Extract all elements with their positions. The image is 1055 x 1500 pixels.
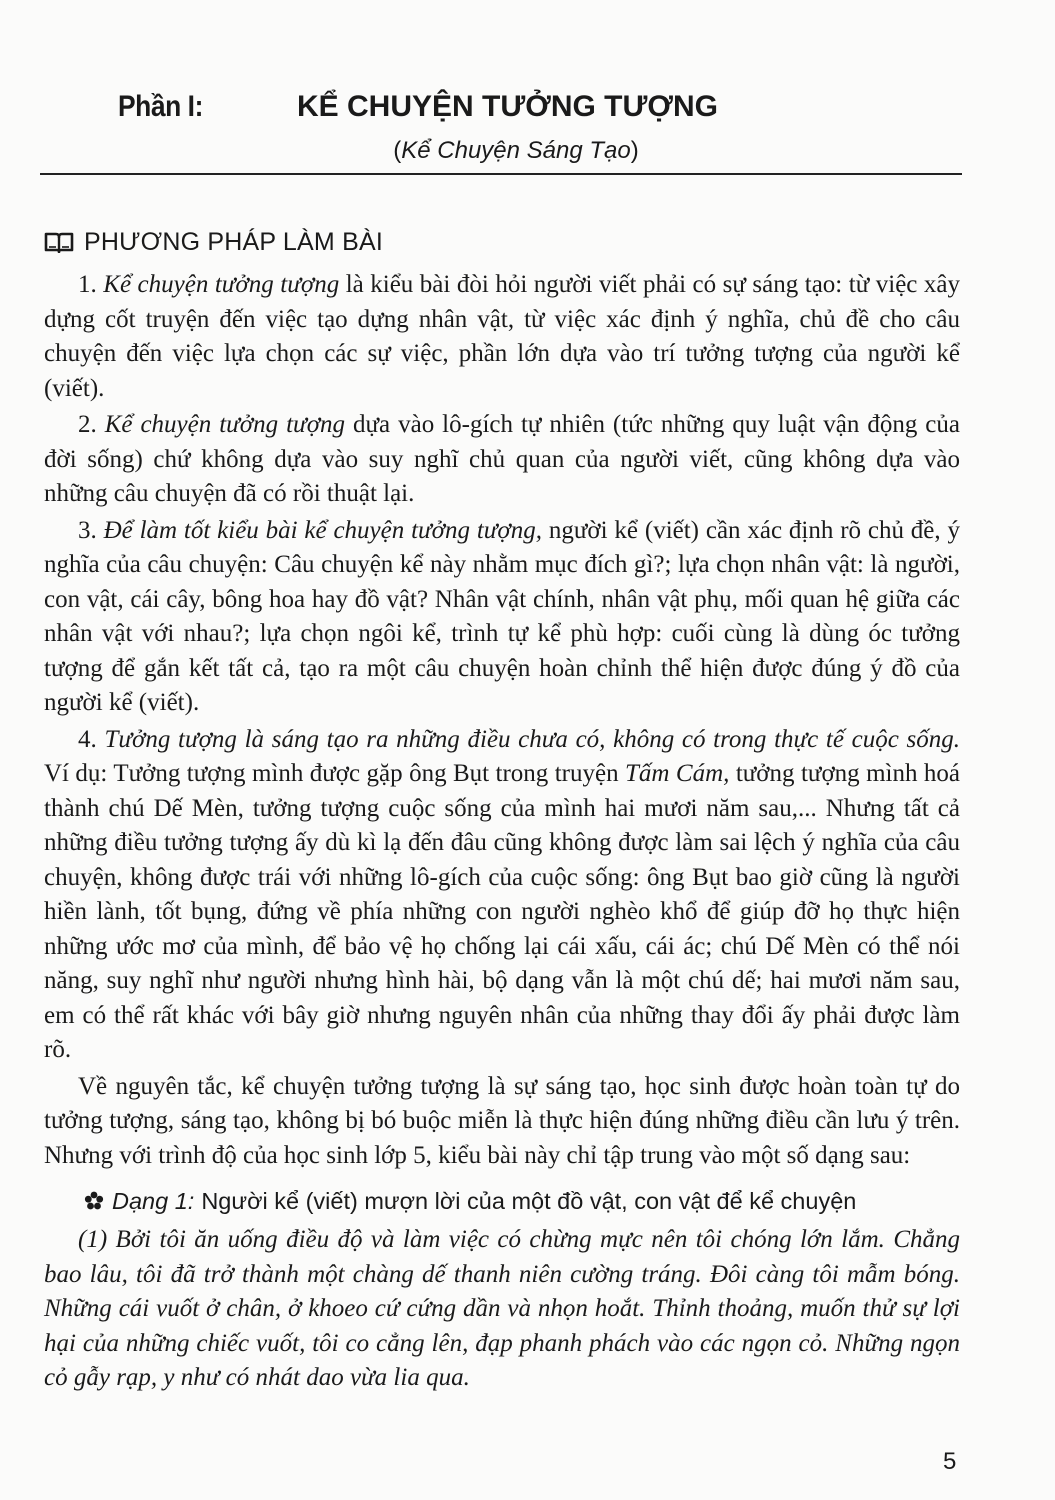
paragraph-italic-lead: Để làm tốt kiểu bài kể chuyện tưởng tượng, bbox=[103, 516, 543, 544]
part-label: Phần I: bbox=[118, 90, 203, 123]
paragraph-text: Về nguyên tắc, kể chuyện tưởng tượng là sự sáng tạo, học sinh được hoàn toàn tự do tưởng tượng, sáng tạo, không bị bó buộc miễn là thực hiện đúng những điều cần lưu ý trên. Nhưng với trình độ của học sinh lớp 5, kiểu bài này chỉ tập trung vào một số dạng sau: bbox=[44, 1072, 960, 1169]
paragraph-text: dựa vào lô-gích tự nhiên (tức những quy luật vận động của đời sống) chứ không dựa vào suy nghĩ chủ quan của người viết, cũng không dựa vào những câu chuyện đã có rồi thuật lại. bbox=[44, 411, 960, 507]
paragraph-text: Ví dụ: Tưởng tượng mình được gặp ông Bụt trong truyện bbox=[44, 760, 626, 787]
paragraph-text: người kể (viết) cần xác định rõ chủ đề, ý nghĩa của câu chuyện: Câu chuyện kể này nhằm mục đích gì?; lựa chọn nhân vật: là người, con vật, cái cây, bông hoa hay đồ vật? Nhân vật chính, nhân vật phụ, mối quan hệ giữa các nhân vật với nhau?; lựa chọn ngôi kể, trình tự kể phù hợp: cuối cùng là dùng óc tưởng tượng để gắn kết tất cả, tạo ra một câu chuyện hoàn chỉnh thể hiện được đúng ý đồ của người kể (viết). bbox=[44, 516, 960, 716]
chapter-subtitle bbox=[40, 137, 962, 165]
paragraph-text: là kiểu bài đòi hỏi người viết phải có sự sáng tạo: từ việc xây dựng cốt truyện đến việc tạo dựng nhân vật, từ việc xác định ý nghĩa, chủ đề cho câu chuyện đến việc lựa chọn các sự việc, phần lớn dựa vào trí tưởng tượng của người kể (viết). bbox=[44, 271, 961, 402]
form-1-title: Người kể (viết) mượn lời của một đồ vật, con vật để kể chuyện bbox=[201, 1187, 857, 1214]
paragraph-2 bbox=[44, 408, 960, 512]
flower-icon bbox=[84, 1191, 104, 1211]
paragraph-italic-lead: Kể chuyện tưởng tượng bbox=[104, 411, 346, 438]
paragraph-number: 2. bbox=[78, 411, 105, 438]
story-excerpt: (1) Bởi tôi ăn uống điều độ và làm việc có chừng mực nên tôi chóng lớn lắm. Chẳng bao lâu, tôi đã trở thành một chàng dế thanh niên cường tráng. Đôi càng tôi mẫm bóng. Những cái vuốt ở chân, ở khoeo cứ cứng dần và nhọn hoắt. Thỉnh thoảng, muốn thử sự lợi hại của những chiếc vuốt, tôi co cẳng lên, đạp phanh phách vào các ngọn cỏ. Những ngọn cỏ gẫy rạp, y như có nhát dao vừa lia qua. bbox=[44, 1226, 960, 1391]
paragraph-number: 1. bbox=[78, 271, 104, 298]
paragraph-italic-lead: Kể chuyện tưởng tượng bbox=[103, 271, 340, 298]
paragraph-text-continued: tưởng tượng mình hoá thành chú Dế Mèn, tưởng tượng cuộc sống của mình hai mươi năm sau,... Nhưng tất cả những điều tưởng tượng ấy dù kì lạ đến đâu cũng không được làm sai lệch ý nghĩa của câu chuyện, không được trái với những lô-gích của cuộc sống: ông Bụt bao giờ cũng là người hiền lành, tốt bụng, đứng về phía những con người nghèo khổ để giúp đỡ họ thực hiện những ước mơ của mình, để bảo vệ họ chống lại cái xấu, cái ác; chú Dế Mèn có thể nói năng, suy nghĩ như người nhưng hình hài, bộ dạng vẫn là một chú dế; hai mươi năm sau, em có thể rất khác với bây giờ nhưng nguyên nhân của những thay đổi ấy phải được làm rõ. bbox=[44, 760, 961, 1063]
chapter-title: KỂ CHUYỆN TƯỞNG TƯỢNG bbox=[297, 90, 718, 123]
page-number: 5 bbox=[943, 1448, 957, 1475]
form-1-heading bbox=[44, 1183, 960, 1219]
paragraph-1 bbox=[44, 268, 960, 406]
paragraph-number: 3. bbox=[78, 516, 104, 544]
section-heading bbox=[44, 222, 960, 262]
subtitle-open-paren: ( bbox=[393, 137, 402, 164]
paragraph-4 bbox=[44, 723, 960, 1068]
subtitle-text: Kể Chuyện Sáng Tạo bbox=[401, 137, 631, 164]
paragraph-italic-lead: Tưởng tượng là sáng tạo ra những điều chưa có, không có trong thực tế cuộc sống. bbox=[104, 725, 961, 753]
story-title-tam-cam: Tấm Cám, bbox=[625, 760, 730, 787]
header-divider bbox=[40, 173, 962, 175]
paragraph-3 bbox=[44, 514, 960, 721]
subtitle-close-paren: ) bbox=[630, 137, 639, 164]
page-content bbox=[44, 222, 960, 1396]
paragraph-principle bbox=[44, 1070, 960, 1174]
paragraph-number: 4. bbox=[78, 725, 105, 753]
form-1-label: Dạng 1: bbox=[112, 1187, 195, 1214]
chapter-header bbox=[40, 85, 962, 180]
section-heading-text: PHƯƠNG PHÁP LÀM BÀI bbox=[84, 227, 383, 256]
open-book-icon bbox=[44, 231, 74, 253]
